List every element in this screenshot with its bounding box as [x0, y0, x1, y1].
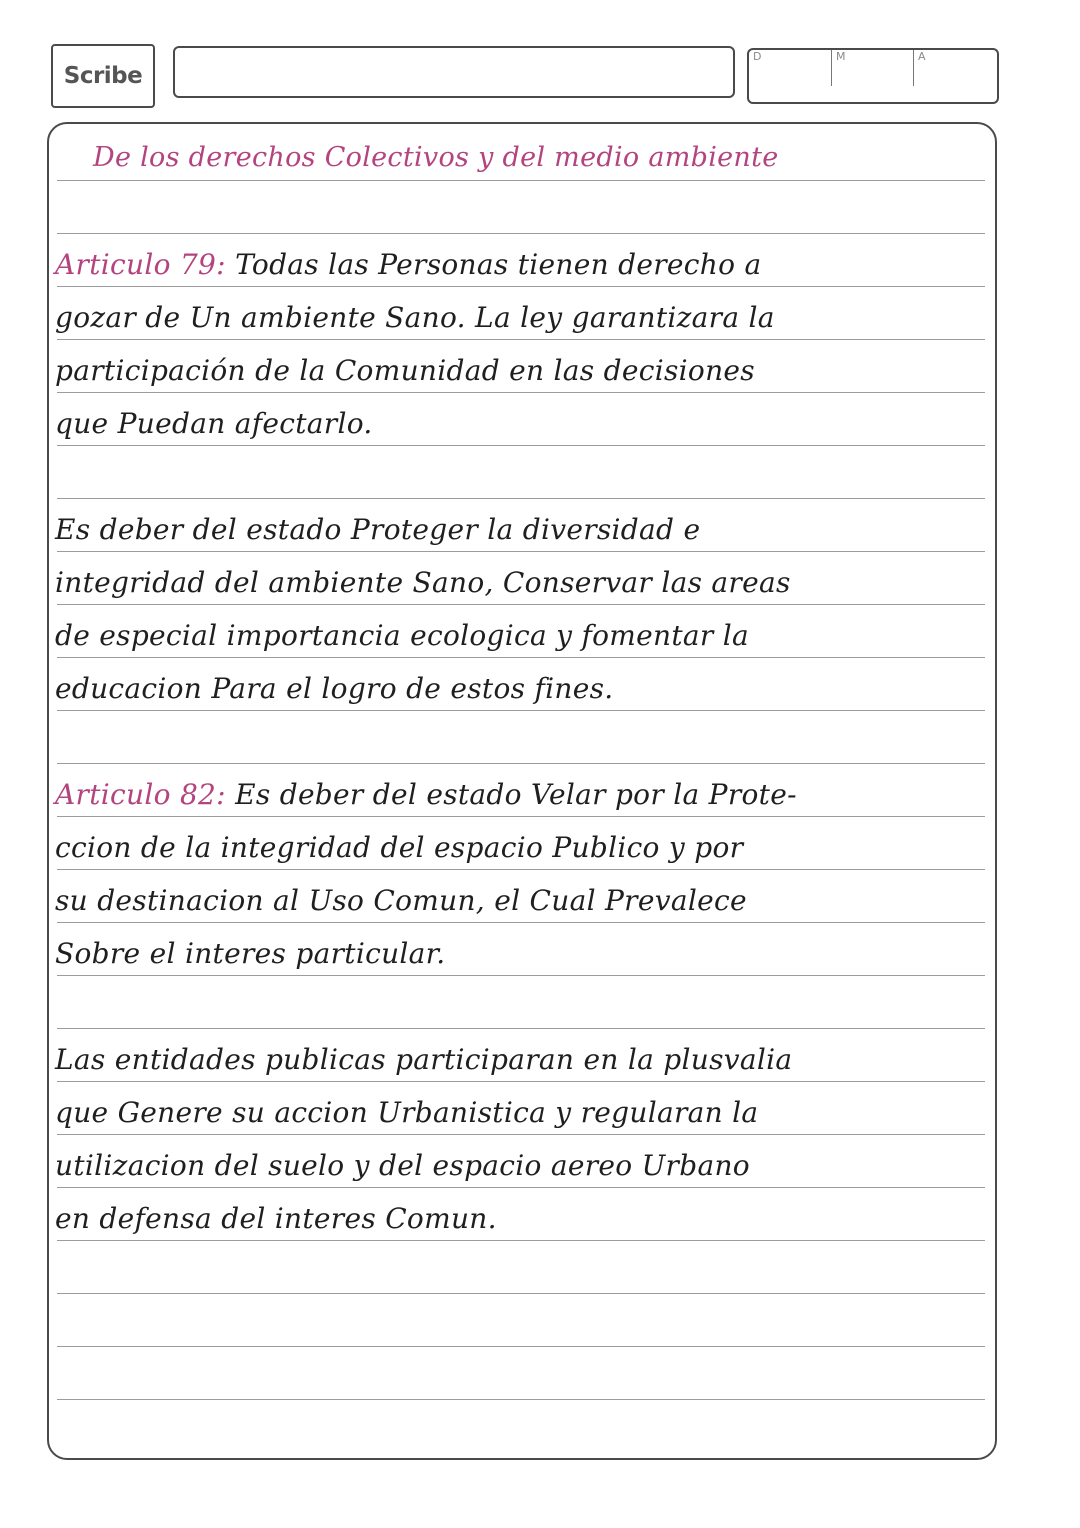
- line-text: integridad del ambiente Sano, Conservar las areas: [55, 566, 791, 599]
- text-line: [55, 884, 747, 917]
- ruled-line: [57, 657, 985, 658]
- title-field: [173, 46, 735, 98]
- ruled-line: [57, 498, 985, 499]
- line-text: Las entidades publicas participaran en la plusvalia: [55, 1043, 793, 1076]
- text-line: [55, 566, 791, 599]
- ruled-line: [57, 975, 985, 976]
- ruled-line: [57, 339, 985, 340]
- article-label: Articulo 82:: [55, 778, 226, 811]
- text-line: [55, 513, 700, 546]
- line-text: que Puedan afectarlo.: [55, 407, 373, 440]
- notebook-page: [47, 122, 997, 1460]
- ruled-line: [57, 445, 985, 446]
- line-text: de especial importancia ecologica y fomentar la: [55, 619, 750, 652]
- line-text: participación de la Comunidad en las decisiones: [55, 354, 755, 387]
- line-text: gozar de Un ambiente Sano. La ley garantizara la: [55, 301, 775, 334]
- ruled-line: [57, 922, 985, 923]
- logo-text: Scribe: [63, 63, 143, 89]
- ruled-line: [57, 1240, 985, 1241]
- line-text: su destinacion al Uso Comun, el Cual Prevalece: [55, 884, 747, 917]
- ruled-line: [57, 1399, 985, 1400]
- ruled-line: [57, 816, 985, 817]
- ruled-line: [57, 1134, 985, 1135]
- text-line: [55, 831, 743, 864]
- date-box: [747, 48, 999, 104]
- date-month-cell: M: [831, 50, 913, 86]
- text-line: [55, 778, 797, 811]
- text-line: [55, 301, 775, 334]
- ruled-line: [57, 1293, 985, 1294]
- line-text: Es deber del estado Proteger la diversidad e: [55, 513, 701, 546]
- line-text: que Genere su accion Urbanistica y regularan la: [55, 1096, 759, 1129]
- date-year-cell: A: [913, 50, 997, 86]
- ruled-line: [57, 233, 985, 234]
- article-label: Articulo 79:: [55, 248, 226, 281]
- line-text: Es deber del estado Velar por la Prote-: [225, 778, 797, 811]
- text-line: [55, 619, 749, 652]
- text-line: [55, 1096, 758, 1129]
- text-line: [55, 1149, 750, 1182]
- text-line: [55, 1043, 792, 1076]
- ruled-line: [57, 551, 985, 552]
- line-text: educacion Para el logro de estos fines.: [55, 672, 614, 705]
- line-text: Sobre el interes particular.: [55, 937, 446, 970]
- ruled-line: [57, 604, 985, 605]
- scribe-logo: [51, 44, 155, 108]
- ruled-line: [57, 869, 985, 870]
- text-line: [55, 407, 373, 440]
- text-line: [55, 354, 755, 387]
- text-line: [55, 248, 761, 281]
- text-line: [55, 937, 445, 970]
- ruled-line: [57, 1028, 985, 1029]
- ruled-line: [57, 1187, 985, 1188]
- ruled-line: [57, 180, 985, 181]
- text-line: [55, 672, 614, 705]
- ruled-line: [57, 1346, 985, 1347]
- ruled-line: [57, 392, 985, 393]
- line-text: utilizacion del suelo y del espacio aereo Urbano: [55, 1149, 750, 1182]
- page-heading: De los derechos Colectivos y del medio ambiente: [93, 142, 779, 173]
- line-text: en defensa del interes Comun.: [55, 1202, 497, 1235]
- text-line: [55, 1202, 497, 1235]
- ruled-line: [57, 710, 985, 711]
- date-day-cell: D: [753, 50, 762, 63]
- ruled-line: [57, 1081, 985, 1082]
- line-text: ccion de la integridad del espacio Publico y por: [55, 831, 744, 864]
- line-text: Todas las Personas tienen derecho a: [225, 248, 762, 281]
- ruled-line: [57, 763, 985, 764]
- ruled-line: [57, 286, 985, 287]
